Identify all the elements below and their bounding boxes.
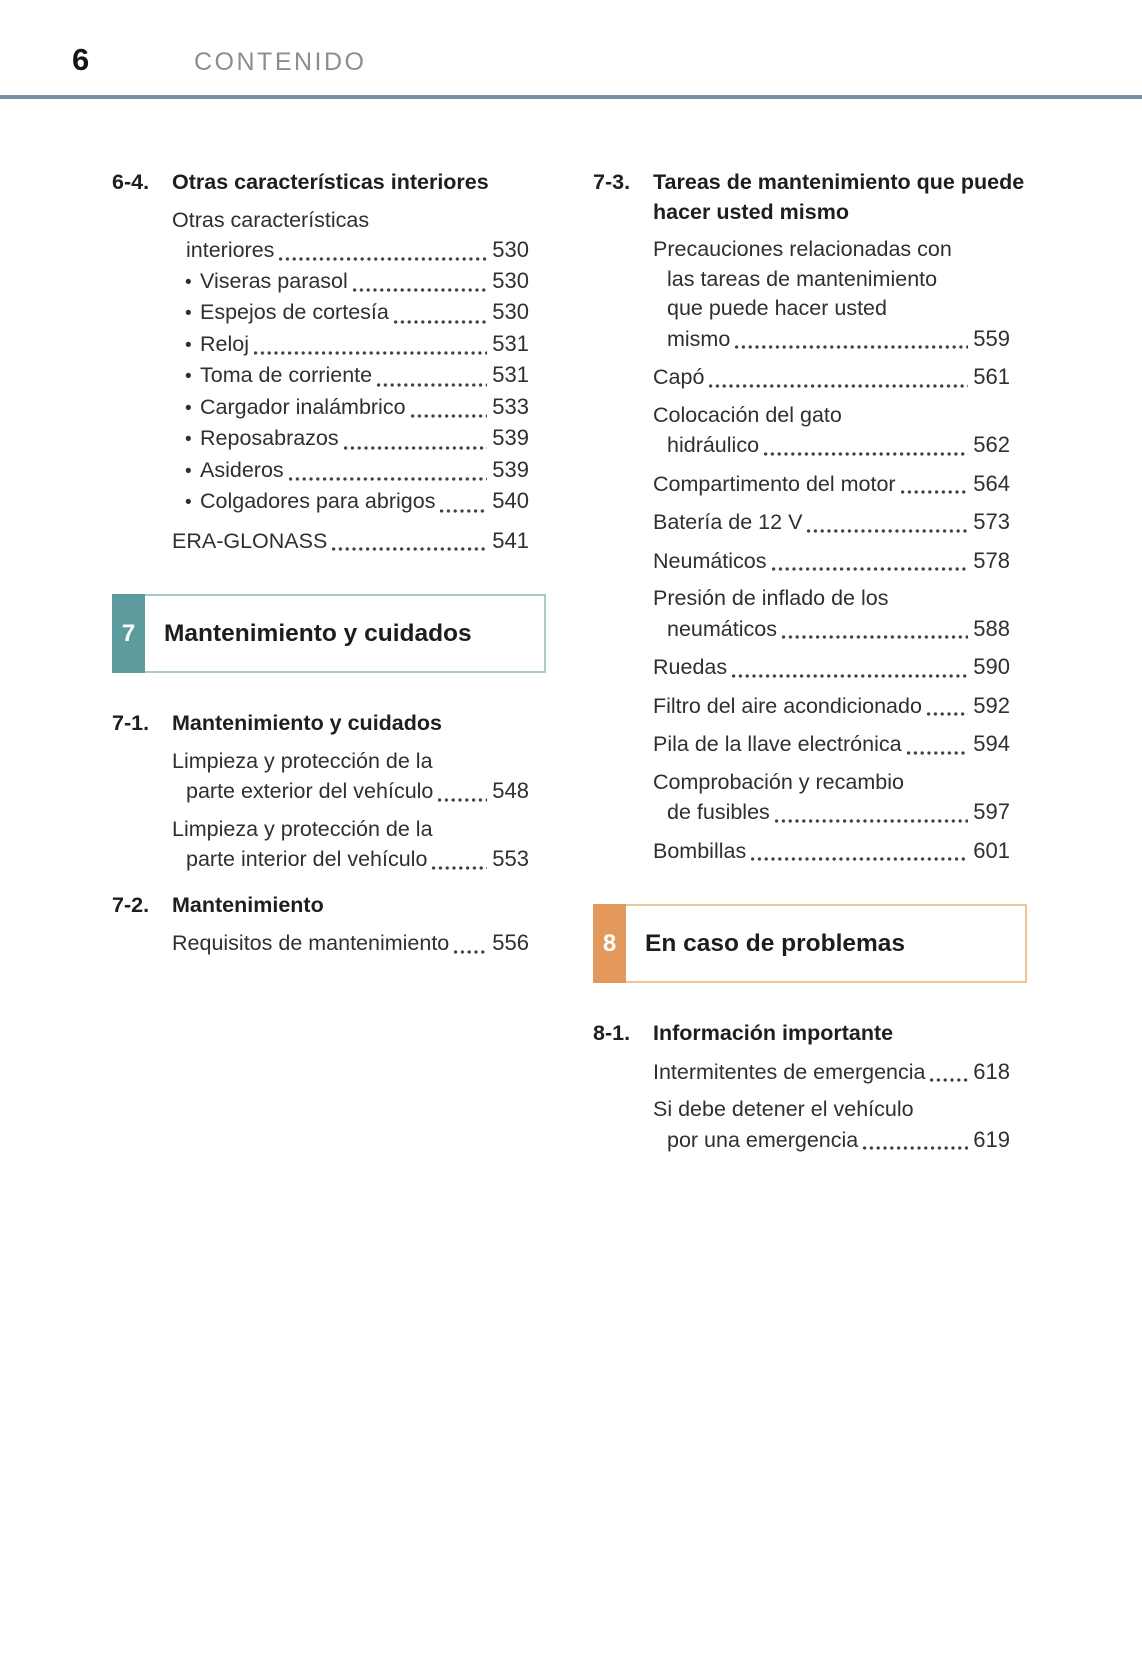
- toc-entry-line: [172, 206, 529, 236]
- dot-leader: [394, 320, 487, 324]
- toc-entry-line: [653, 294, 1010, 324]
- entry-text: que puede hacer usted: [667, 296, 887, 320]
- toc-entry-line: [653, 235, 1010, 265]
- entry-text: Precauciones relacionadas con: [653, 237, 952, 261]
- section-title: [172, 168, 547, 198]
- page-number: 618: [973, 1058, 1010, 1084]
- toc-entry: [112, 747, 547, 807]
- bullet-marker: •: [185, 334, 192, 356]
- dot-leader: [863, 1146, 968, 1150]
- toc-entry: [593, 1095, 1028, 1155]
- toc-entry: [112, 423, 547, 455]
- entry-text: Requisitos de mantenimiento: [172, 931, 450, 955]
- toc-entry: [593, 1057, 1028, 1088]
- toc-entry-line: [653, 768, 1010, 798]
- toc-entry: [593, 836, 1028, 867]
- toc-entry-line: [653, 614, 1010, 645]
- toc-entry: [112, 815, 547, 875]
- page-number: 541: [492, 527, 529, 553]
- dot-leader: [907, 751, 969, 755]
- entry-text: Neumáticos: [653, 548, 767, 573]
- page-number: 564: [973, 470, 1010, 496]
- toc-entry-line: [653, 1095, 1010, 1125]
- page-number: 553: [492, 846, 529, 871]
- dot-leader: [927, 712, 968, 716]
- dot-leader: [454, 950, 487, 954]
- page-number: 548: [492, 778, 529, 803]
- entry-text: mismo: [667, 326, 731, 351]
- page-number: 594: [973, 731, 1010, 756]
- entry-text: Bombillas: [653, 838, 747, 863]
- section-number: 7-3.: [593, 170, 631, 194]
- entry-text: Asideros: [200, 457, 284, 482]
- toc-entry: [112, 329, 547, 361]
- toc-entry-line: [185, 423, 529, 455]
- section-title: [653, 1019, 1028, 1049]
- bullet-marker: •: [185, 492, 192, 513]
- toc-entry: [112, 206, 547, 266]
- entry-text: neumáticos: [667, 616, 777, 641]
- page-number: 561: [973, 364, 1010, 389]
- toc-entry: [112, 297, 547, 329]
- chapter-banner: [112, 594, 546, 673]
- dot-leader: [289, 477, 488, 481]
- dot-leader: [332, 547, 487, 551]
- toc-entry-line: [653, 324, 1010, 355]
- toc-entry-line: [172, 235, 529, 266]
- section-title: [172, 891, 547, 921]
- toc-entry-line: [653, 691, 1010, 722]
- dot-leader: [377, 383, 487, 387]
- entry-text: Toma de corriente: [200, 363, 373, 387]
- bullet-marker: •: [185, 366, 192, 387]
- entry-text: Batería de 12 V: [653, 510, 803, 534]
- entry-text: ERA-GLONASS: [172, 528, 328, 553]
- toc-entry: [112, 455, 547, 487]
- section-number: 7-2.: [112, 892, 150, 917]
- page-number: 590: [973, 654, 1010, 679]
- section-title-line: Mantenimiento: [172, 892, 324, 917]
- entry-text: las tareas de mantenimiento: [667, 266, 938, 291]
- toc-entry-line: [172, 815, 529, 845]
- entry-text: de fusibles: [667, 800, 770, 824]
- dot-leader: [411, 414, 488, 418]
- toc-entry-line: [653, 469, 1010, 500]
- dot-leader: [901, 490, 969, 494]
- toc-entry-line: [653, 836, 1010, 867]
- toc-entry: [593, 362, 1028, 393]
- toc-entry-line: [185, 297, 529, 329]
- entry-text: Colgadores para abrigos: [200, 489, 436, 513]
- page-number: 530: [492, 267, 529, 293]
- entry-text: Colocación del gato: [653, 402, 842, 427]
- toc-entry-line: [172, 776, 529, 807]
- page-number: 540: [492, 488, 529, 513]
- entry-text: Si debe detener el vehículo: [653, 1097, 914, 1121]
- toc-entry: [593, 469, 1028, 500]
- section-number: 7-1.: [112, 711, 150, 735]
- toc-entry: [112, 486, 547, 518]
- entry-text: Viseras parasol: [200, 268, 348, 293]
- toc-entry-line: [653, 546, 1010, 577]
- section-number: 8-1.: [593, 1021, 631, 1045]
- entry-text: por una emergencia: [667, 1127, 859, 1152]
- dot-leader: [782, 635, 968, 639]
- toc-entry: [593, 691, 1028, 722]
- dot-leader: [732, 674, 968, 678]
- dot-leader: [772, 567, 969, 571]
- page-number: 539: [492, 425, 529, 450]
- toc-entry: [112, 928, 547, 959]
- toc-entry-line: [653, 265, 1010, 295]
- dot-leader: [353, 288, 487, 292]
- header-title: CONTENIDO: [194, 48, 367, 76]
- page-number: 619: [973, 1126, 1010, 1152]
- toc-entry: [112, 526, 547, 557]
- dot-leader: [751, 857, 968, 861]
- entry-text: Pila de la llave electrónica: [653, 732, 902, 756]
- toc-entry-line: [185, 486, 529, 518]
- toc-entry-line: [172, 928, 529, 959]
- toc-entry-line: [653, 1057, 1010, 1088]
- entry-text: Cargador inalámbrico: [200, 394, 406, 419]
- chapter-title: Mantenimiento y cuidados: [164, 619, 472, 647]
- entry-text: interiores: [186, 238, 275, 262]
- toc-section-heading: [593, 1019, 1028, 1049]
- section-number: 6-4.: [112, 170, 150, 194]
- dot-leader: [438, 798, 487, 802]
- dot-leader: [764, 452, 968, 456]
- toc-entry: [112, 266, 547, 298]
- entry-text: hidráulico: [667, 433, 760, 457]
- chapter-banner: [593, 904, 1027, 983]
- toc-column-left: [112, 152, 547, 959]
- entry-text: Espejos de cortesía: [200, 300, 389, 324]
- page-number: 578: [973, 547, 1010, 573]
- page-number: 556: [492, 930, 529, 955]
- toc-entry-line: [653, 584, 1010, 614]
- toc-section-heading: [112, 168, 547, 198]
- entry-text: Compartimento del motor: [653, 471, 896, 496]
- entry-text: Limpieza y protección de la: [172, 816, 433, 841]
- dot-leader: [807, 529, 968, 533]
- page-number: 530: [492, 299, 529, 324]
- toc-entry-line: [185, 329, 529, 361]
- entry-text: Reposabrazos: [200, 426, 339, 450]
- toc-entry: [593, 235, 1028, 354]
- toc-entry-line: [653, 430, 1010, 461]
- toc-entry-line: [172, 747, 529, 777]
- page-number: 588: [973, 615, 1010, 641]
- dot-leader: [344, 446, 488, 450]
- page-number: 559: [973, 325, 1010, 351]
- toc-entry: [593, 652, 1028, 683]
- page-number: 531: [492, 330, 529, 356]
- toc-entry: [593, 507, 1028, 538]
- section-title-line: Información importante: [653, 1021, 894, 1045]
- section-title-line: Mantenimiento y cuidados: [172, 711, 442, 735]
- page-number: 562: [973, 432, 1010, 457]
- dot-leader: [254, 351, 487, 355]
- dot-leader: [279, 257, 487, 261]
- page-number: 573: [973, 509, 1010, 534]
- page-number: 531: [492, 362, 529, 387]
- page-number: 530: [492, 237, 529, 262]
- toc-entry: [593, 729, 1028, 760]
- entry-text: Filtro del aire acondicionado: [653, 693, 922, 718]
- section-title-line: Otras características interiores: [172, 170, 489, 194]
- entry-text: Otras características: [172, 207, 370, 232]
- toc-entry-line: [653, 1125, 1010, 1156]
- dot-leader: [709, 384, 968, 388]
- bullet-marker: •: [185, 303, 192, 324]
- page-number: 592: [973, 692, 1010, 718]
- toc-entry-line: [185, 360, 529, 392]
- entry-text: Reloj: [200, 331, 249, 356]
- toc-entry: [593, 584, 1028, 644]
- dot-leader: [775, 819, 968, 823]
- entry-text: Ruedas: [653, 655, 728, 679]
- toc-entry-line: [185, 266, 529, 298]
- header-rule: [0, 95, 1142, 99]
- bullet-marker: •: [185, 429, 192, 450]
- entry-text: Intermitentes de emergencia: [653, 1059, 926, 1084]
- toc-entry: [593, 401, 1028, 461]
- toc-entry-line: [172, 526, 529, 557]
- entry-text: parte interior del vehículo: [186, 847, 428, 871]
- chapter-number-badge: 7: [112, 594, 145, 673]
- chapter-title: En caso de problemas: [645, 929, 906, 957]
- page-number: 539: [492, 456, 529, 482]
- header-page-number: 6: [72, 42, 90, 77]
- toc-section-heading: [112, 709, 547, 739]
- entry-text: Presión de inflado de los: [653, 586, 889, 610]
- dot-leader: [735, 345, 968, 349]
- toc-entry-line: [653, 401, 1010, 431]
- bullet-marker: •: [185, 460, 192, 482]
- toc-entry-line: [185, 392, 529, 424]
- toc-entry: [593, 768, 1028, 828]
- toc-entry: [112, 360, 547, 392]
- dot-leader: [930, 1078, 968, 1082]
- toc-entry-line: [185, 455, 529, 487]
- dot-leader: [440, 509, 487, 513]
- page-number: 533: [492, 393, 529, 419]
- toc-entry: [593, 546, 1028, 577]
- toc-entry-line: [653, 362, 1010, 393]
- toc-entry: [112, 392, 547, 424]
- bullet-marker: •: [185, 397, 192, 419]
- section-title-line: Tareas de mantenimiento que puede: [653, 170, 1025, 194]
- toc-entry-line: [653, 729, 1010, 760]
- entry-text: Comprobación y recambio: [653, 769, 904, 794]
- toc-column-right: [593, 152, 1028, 1155]
- page-number: 601: [973, 837, 1010, 863]
- toc-entry-line: [172, 844, 529, 875]
- chapter-number-badge: 8: [593, 904, 626, 983]
- section-title: [172, 709, 547, 739]
- entry-text: parte exterior del vehículo: [186, 779, 434, 803]
- toc-entry-line: [653, 652, 1010, 683]
- entry-text: Limpieza y protección de la: [172, 748, 433, 773]
- page-number: 597: [973, 799, 1010, 824]
- toc-section-heading: [112, 891, 547, 921]
- section-title-line: hacer usted mismo: [653, 199, 849, 224]
- toc-section-heading: [593, 168, 1028, 227]
- section-title: [653, 168, 1028, 227]
- bullet-marker: •: [185, 271, 192, 293]
- toc-entry-line: [653, 797, 1010, 828]
- toc-entry-line: [653, 507, 1010, 538]
- dot-leader: [432, 866, 487, 870]
- entry-text: Capó: [653, 365, 705, 389]
